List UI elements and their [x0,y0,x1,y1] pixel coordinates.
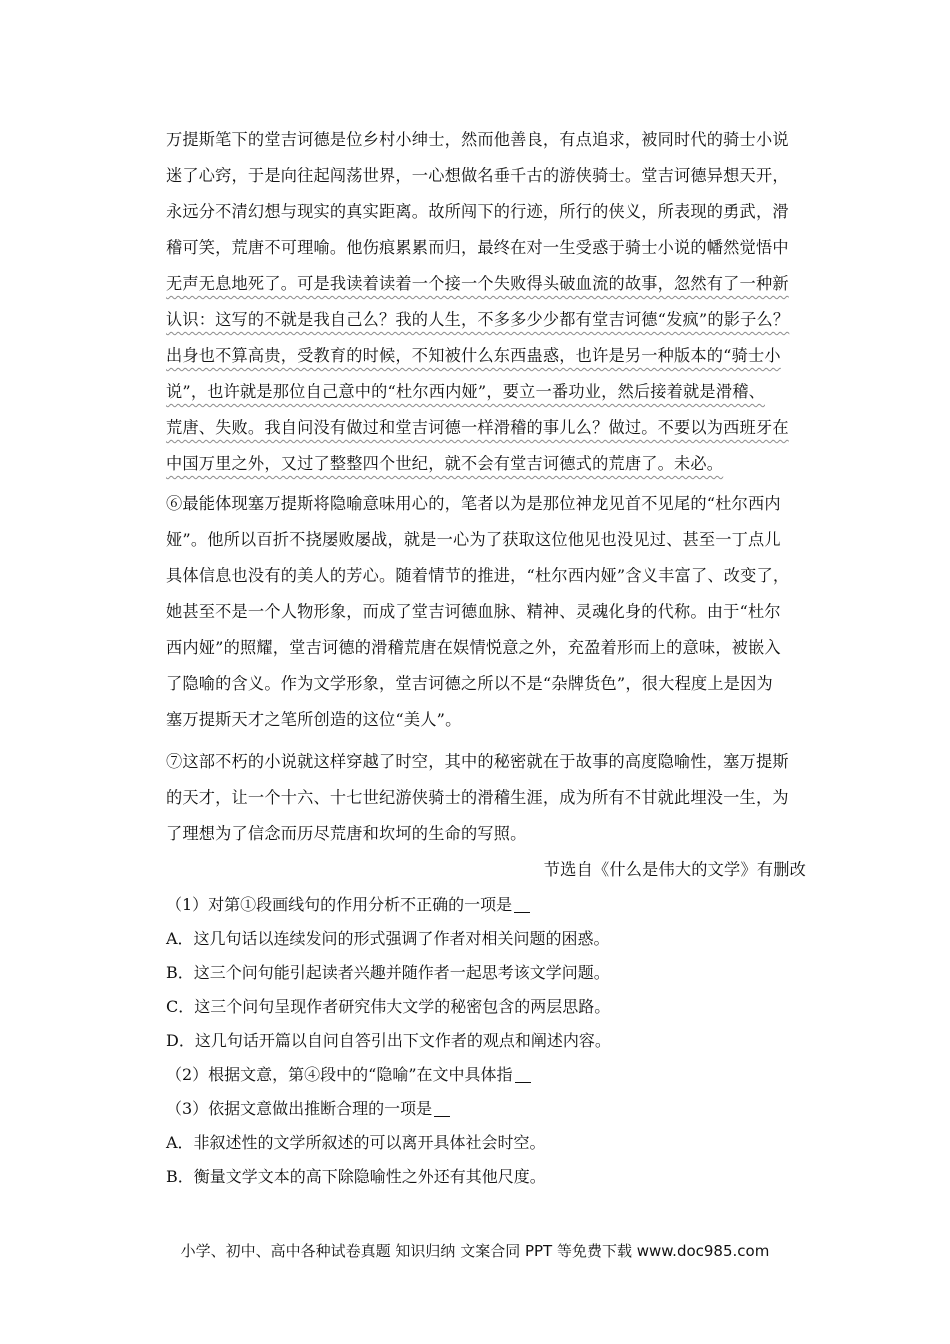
answer-blank [434,1098,450,1117]
wavy-text: 出身也不算高贵，受教育的时候，不知被什么东西蛊惑，也许是另一种版本的“骑士小 [166,346,781,365]
passage-paragraph-6 [166,486,806,738]
passage-paragraph-5-plain [166,122,806,266]
wavy-text: 认识：这写的不就是我自己么？我的人生，不多多少少都有堂吉诃德“发疯”的影子么？ [166,310,790,329]
wavy-text: 荒唐、失败。我自问没有做过和堂吉诃德一样滑稽的事儿么？做过。不要以为西班牙在 [166,418,789,437]
wavy-underlined-line [166,446,806,482]
text-line: ⑦这部不朽的小说就这样穿越了时空，其中的秘密就在于故事的高度隐喻性，塞万提斯 [166,752,789,771]
text-line: 西内娅”的照耀，堂吉诃德的滑稽荒唐在娱情悦意之外，充盈着形而上的意味，被嵌入 [166,638,781,657]
option-1c: C．这三个问句呈现作者研究伟大文学的秘密包含的两层思路。 [166,997,611,1016]
questions-block [166,888,806,1194]
wavy-underlined-line [166,410,806,446]
question-1-text: （1）对第①段画线句的作用分析不正确的一项是 [166,895,513,914]
text-line: 永远分不清幻想与现实的真实距离。故所闯下的行迹，所行的侠义，所表现的勇武，滑 [166,202,789,221]
text-line: 娅”。他所以百折不挠屡败屡战，就是一心为了获取这位他见也没见过、甚至一丁点儿 [166,530,781,549]
text-line: 她甚至不是一个人物形象，而成了堂吉诃德血脉、精神、灵魂化身的代称。由于“杜尔 [166,602,781,621]
option-1d: D．这几句话开篇以自问自答引出下文作者的观点和阐述内容。 [166,1031,611,1050]
passage-paragraph-7 [166,744,806,852]
text-line: 塞万提斯天才之笔所创造的这位“美人”。 [166,710,462,729]
option-1a: A．这几句话以连续发问的形式强调了作者对相关问题的困惑。 [166,929,610,948]
question-3-text: （3）依据文意做出推断合理的一项是 [166,1099,433,1118]
text-line: 了隐喻的含义。作为文学形象，堂吉诃德之所以不是“杂牌货色”，很大程度上是因为 [166,674,773,693]
option-1b: B．这三个问句能引起读者兴趣并随作者一起思考该文学问题。 [166,963,610,982]
wavy-text: 说”，也许就是那位自己意中的“杜尔西内娅”，要立一番功业，然后接着就是滑稽、 [166,382,765,401]
question-1 [166,888,806,922]
wavy-underlined-line [166,374,806,410]
source-citation: 节选自《什么是伟大的文学》有删改 [543,860,806,879]
option-3b: B．衡量文学文本的高下除隐喻性之外还有其他尺度。 [166,1167,546,1186]
wavy-text: 无声无息地死了。可是我读着读着一个接一个失败得头破血流的故事，忽然有了一种新 [166,274,789,293]
passage-paragraph-5-wavy [166,266,806,482]
text-line: 具体信息也没有的美人的芳心。随着情节的推进，“杜尔西内娅”含义丰富了、改变了， [166,566,790,585]
text-line: 万提斯笔下的堂吉诃德是位乡村小绅士，然而他善良，有点追求，被同时代的骑士小说 [166,130,789,149]
wavy-underlined-line [166,302,806,338]
question-2 [166,1058,806,1092]
wavy-underlined-line [166,266,806,302]
passage-source [166,852,806,888]
text-line: 了理想为了信念而历尽荒唐和坎坷的生命的写照。 [166,824,527,843]
text-line: 的天才，让一个十六、十七世纪游侠骑士的滑稽生涯，成为所有不甘就此埋没一生，为 [166,788,789,807]
text-line: 迷了心窍，于是向往起闯荡世界，一心想做名垂千古的游侠骑士。堂吉诃德异想天开， [166,166,789,185]
page-footer: 小学、初中、高中各种试卷真题 知识归纳 文案合同 PPT 等免费下载 www.doc985.com [180,1242,770,1260]
answer-blank [515,1064,531,1083]
question-2-text: （2）根据文意，第④段中的“隐喻”在文中具体指 [166,1065,513,1084]
wavy-text: 中国万里之外，又过了整整四个世纪，就不会有堂吉诃德式的荒唐了。未必。 [166,454,724,473]
text-line: 稽可笑，荒唐不可理喻。他伤痕累累而归，最终在对一生受惑于骑士小说的幡然觉悟中 [166,238,789,257]
wavy-underlined-line [166,338,806,374]
option-3a: A．非叙述性的文学所叙述的可以离开具体社会时空。 [166,1133,546,1152]
answer-blank [514,894,530,913]
question-3 [166,1092,806,1126]
text-line: ⑥最能体现塞万提斯将隐喻意味用心的，笔者以为是那位神龙见首不见尾的“杜尔西内 [166,494,781,513]
